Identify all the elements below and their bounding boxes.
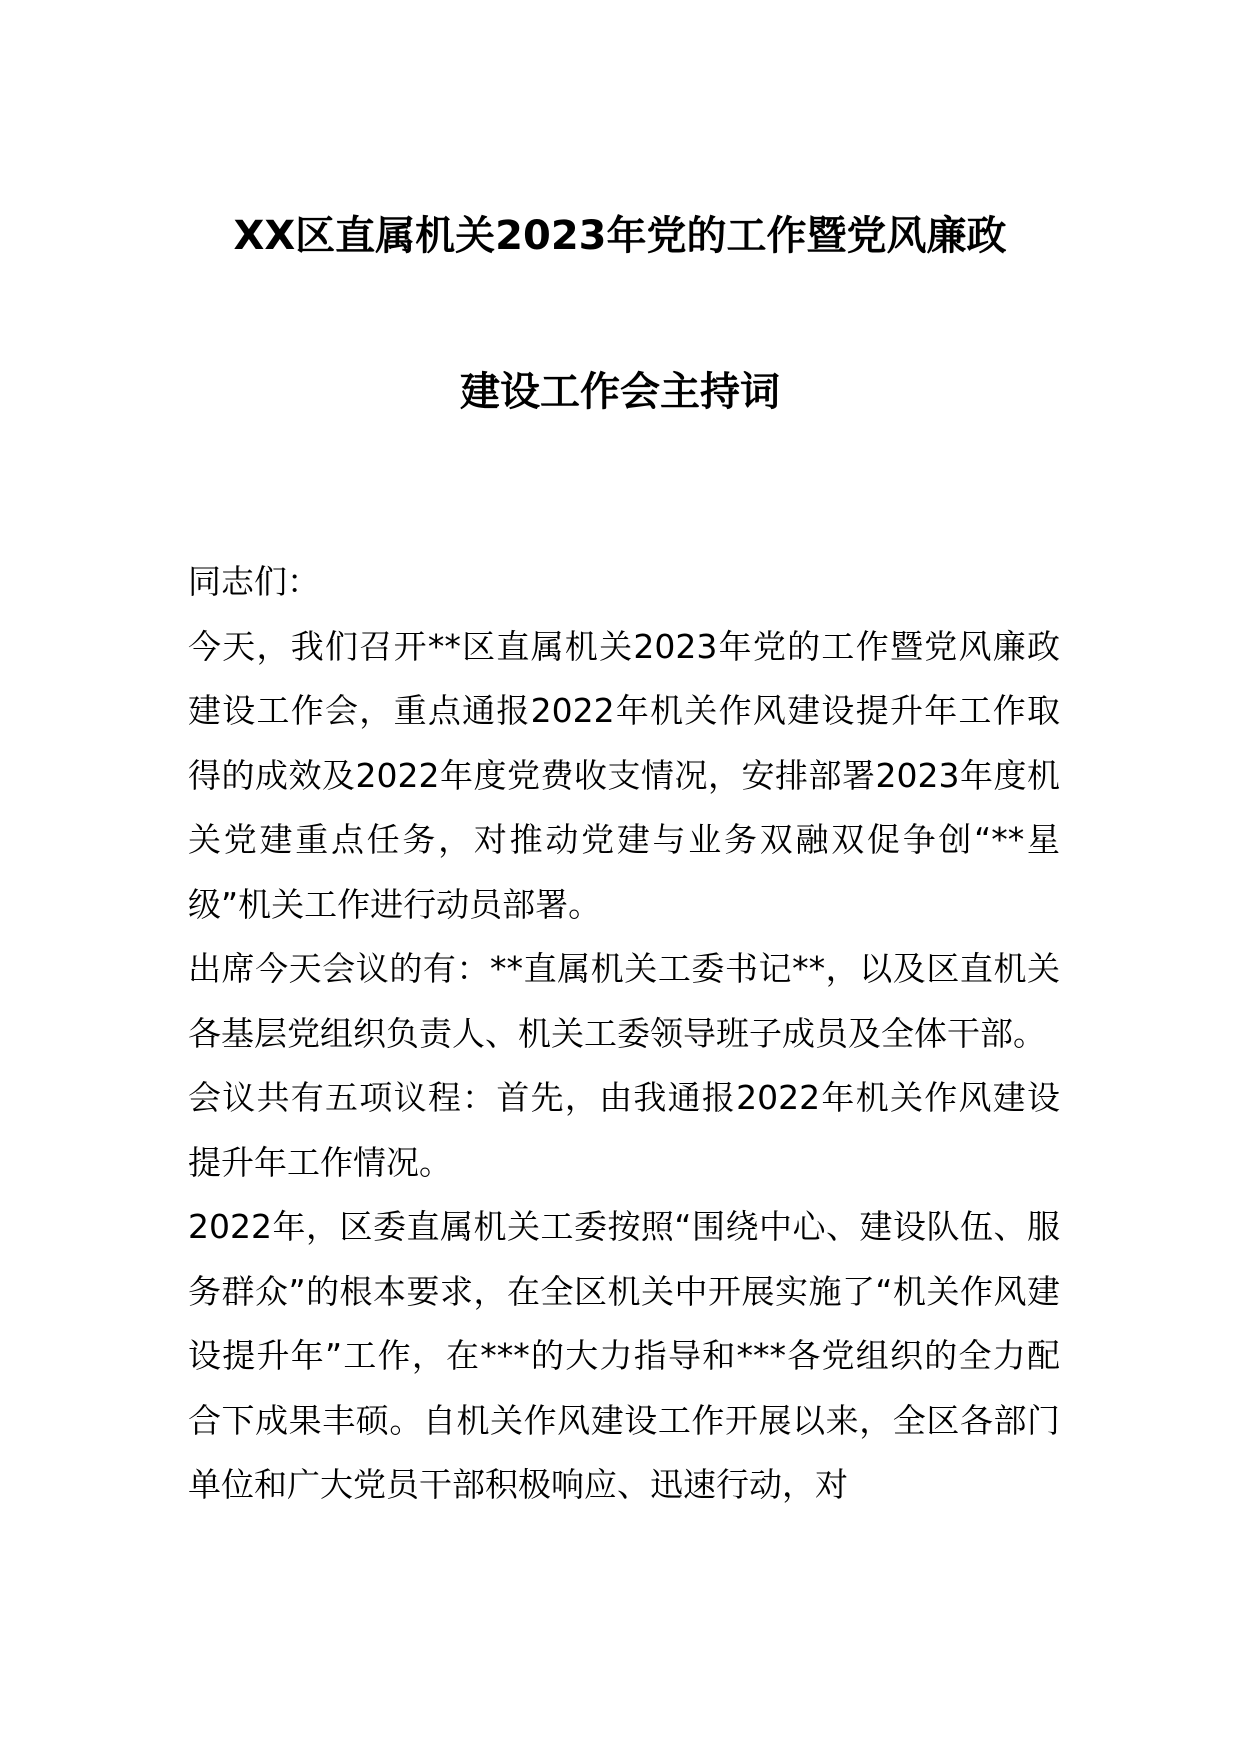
paragraph-report: 2022年，区委直属机关工委按照“围绕中心、建设队伍、服务群众”的根本要求，在全区机关中开展实施了“机关作风建设提升年”工作，在***的大力指导和***各党组织的全力配合下成果丰硕。自机关作风建设工作开展以来，全区各部门单位和广大党员干部积极响应、迅速行动，对 <box>188 1207 1060 1504</box>
paragraph-opening: 今天，我们召开**区直属机关2023年党的工作暨党风廉政建设工作会，重点通报2022年机关作风建设提升年工作取得的成效及2022年度党费收支情况，安排部署2023年度机关党建重点任务，对推动党建与业务双融双促争创“**星级”机关工作进行动员部署。 <box>188 626 1060 924</box>
document-title-line-1: XX区直属机关2023年党的工作暨党风廉政 <box>233 213 1007 259</box>
document-title-line-2: 建设工作会主持词 <box>460 369 780 415</box>
paragraph-attendees: 出席今天会议的有：**直属机关工委书记**，以及区直机关各基层党组织负责人、机关工委领导班子成员及全体干部。 <box>188 949 1060 1053</box>
salutation: 同志们： <box>188 562 320 601</box>
paragraph-agenda: 会议共有五项议程：首先，由我通报2022年机关作风建设提升年工作情况。 <box>188 1078 1060 1182</box>
document-body <box>188 550 1060 1518</box>
